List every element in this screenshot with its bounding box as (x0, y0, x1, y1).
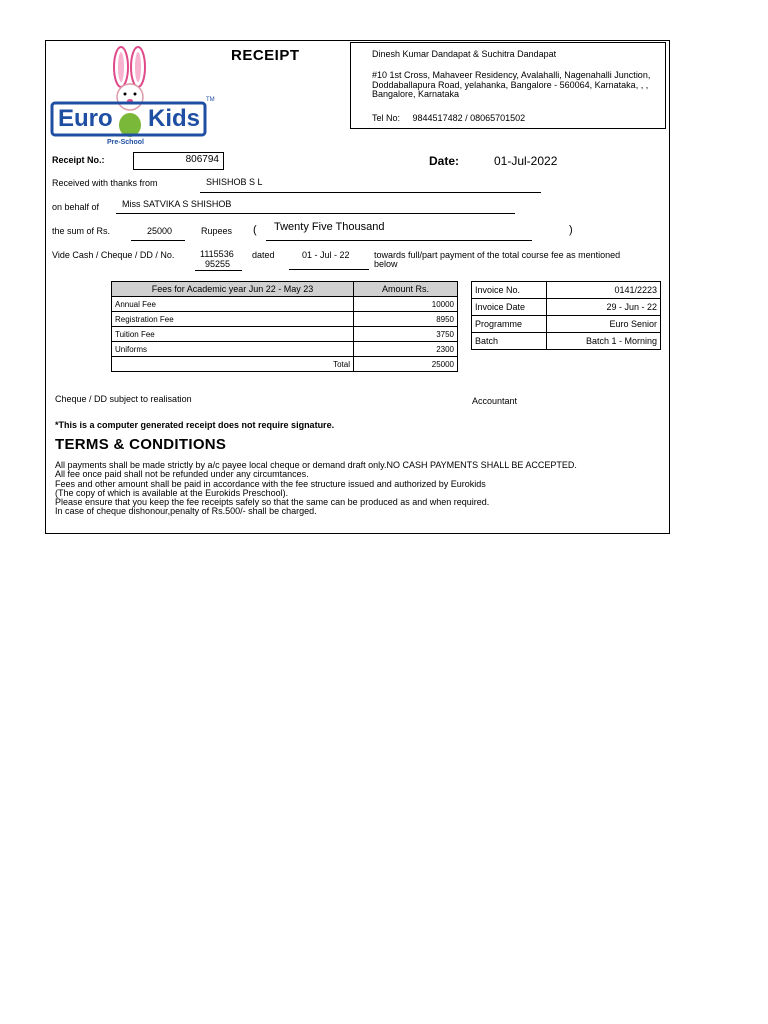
towards-line-1: towards full/part payment of the total course fee as mentioned (374, 250, 621, 260)
date-label: Date: (429, 154, 460, 168)
invoice-value: 0141/2223 (547, 282, 661, 299)
fee-label: Tuition Fee (112, 327, 354, 342)
tel-value: 9844517482 / 08065701502 (412, 113, 526, 123)
bunny-icon (50, 45, 220, 150)
eurokids-logo (50, 45, 220, 150)
terms-line: All payments shall be made strictly by a/c payee local cheque or demand draft only.NO CASH PAYMENTS SHALL BE ACCEPTED. (55, 460, 577, 470)
fee-label: Annual Fee (112, 297, 354, 312)
terms-list (55, 461, 665, 517)
table-row (472, 316, 661, 333)
invoice-value: 29 - Jun - 22 (547, 299, 661, 316)
fee-amount: 10000 (354, 297, 458, 312)
receipt-no-label: Receipt No.: (52, 155, 105, 165)
received-value: SHISHOB S L (206, 177, 263, 187)
accountant-label: Accountant (472, 396, 518, 406)
logo-tagline: Pre-School (107, 139, 144, 146)
table-row (472, 282, 661, 299)
fee-amount: 3750 (354, 327, 458, 342)
receipt-title: RECEIPT (231, 47, 300, 64)
table-row (112, 342, 458, 357)
table-row (112, 297, 458, 312)
table-row (112, 312, 458, 327)
fee-amount: 8950 (354, 312, 458, 327)
invoice-key: Invoice Date (472, 299, 547, 316)
vide-label: Vide Cash / Cheque / DD / No. (52, 250, 175, 260)
terms-line: Please ensure that you keep the fee receipts safely so that the same can be produced as and when required. (55, 497, 490, 508)
terms-line: In case of cheque dishonour,penalty of Rs.500/- shall be charged. (55, 506, 317, 517)
vide-number-1: 1115536 (200, 249, 234, 259)
fee-label: Uniforms (112, 342, 354, 357)
words-underline (266, 240, 532, 241)
sum-close-paren: ) (569, 224, 573, 236)
behalf-value: Miss SATVIKA S SHISHOB (122, 199, 232, 209)
table-row (472, 333, 661, 350)
computer-note: *This is a computer generated receipt does not require signature. (55, 420, 335, 430)
dated-value: 01 - Jul - 22 (302, 250, 350, 260)
cheque-note: Cheque / DD subject to realisation (55, 394, 192, 404)
school-address-box (350, 42, 666, 129)
logo-euro-text: Euro (58, 105, 113, 132)
date-value: 01-Jul-2022 (494, 154, 558, 168)
table-row (472, 299, 661, 316)
fee-amount: 2300 (354, 342, 458, 357)
tel-label: Tel No: (372, 113, 401, 123)
fees-total-row (112, 357, 458, 372)
dated-underline (289, 269, 369, 270)
received-label: Received with thanks from (52, 178, 158, 188)
sum-open-paren: ( (253, 224, 257, 236)
school-tel (372, 113, 525, 123)
school-address: #10 1st Cross, Mahaveer Residency, Avalahalli, Nagenahalli Junction, Doddaballapura Road, yelahanka, Bangalore - 560064, Karnataka, , , Bangalore, Karnataka (372, 70, 651, 99)
invoice-value: Euro Senior (547, 316, 661, 333)
vide-number-underline (195, 270, 242, 271)
terms-line: All fee once paid shall not be refunded under any circumtances. (55, 469, 309, 480)
invoice-key: Programme (472, 316, 547, 333)
fees-header-label: Fees for Academic year Jun 22 - May 23 (112, 282, 354, 297)
behalf-underline (116, 213, 515, 214)
fee-label: Registration Fee (112, 312, 354, 327)
invoice-key: Invoice No. (472, 282, 547, 299)
receipt-no-box (133, 152, 224, 170)
dated-label: dated (252, 250, 275, 260)
fees-table (111, 281, 458, 372)
fees-total-value: 25000 (354, 357, 458, 372)
fees-total-label: Total (112, 357, 354, 372)
invoice-key: Batch (472, 333, 547, 350)
school-name: Dinesh Kumar Dandapat & Suchitra Dandapat (372, 49, 557, 59)
invoice-table (471, 281, 661, 350)
rupees-label: Rupees (201, 226, 233, 236)
sum-underline (131, 240, 185, 241)
behalf-label: on behalf of (52, 202, 100, 212)
invoice-value: Batch 1 - Morning (547, 333, 661, 350)
fees-header-row (112, 282, 458, 297)
vide-number-2: 95255 (205, 259, 231, 269)
logo-tm: TM (206, 97, 215, 103)
sum-words: Twenty Five Thousand (274, 221, 385, 233)
terms-line: (The copy of which is available at the Eurokids Preschool). (55, 487, 289, 498)
receipt-no-value: 806794 (185, 154, 219, 165)
terms-heading: TERMS & CONDITIONS (55, 436, 227, 453)
sum-label: the sum of Rs. (52, 226, 111, 236)
sum-value: 25000 (147, 226, 173, 236)
fees-header-amount: Amount Rs. (354, 282, 458, 297)
towards-line-2: below (374, 259, 398, 269)
logo-kids-text: Kids (148, 105, 201, 132)
received-underline (200, 192, 541, 193)
table-row (112, 327, 458, 342)
terms-line: Fees and other amount shall be paid in accordance with the fee structure issued and authorized by Eurokids (55, 478, 486, 489)
